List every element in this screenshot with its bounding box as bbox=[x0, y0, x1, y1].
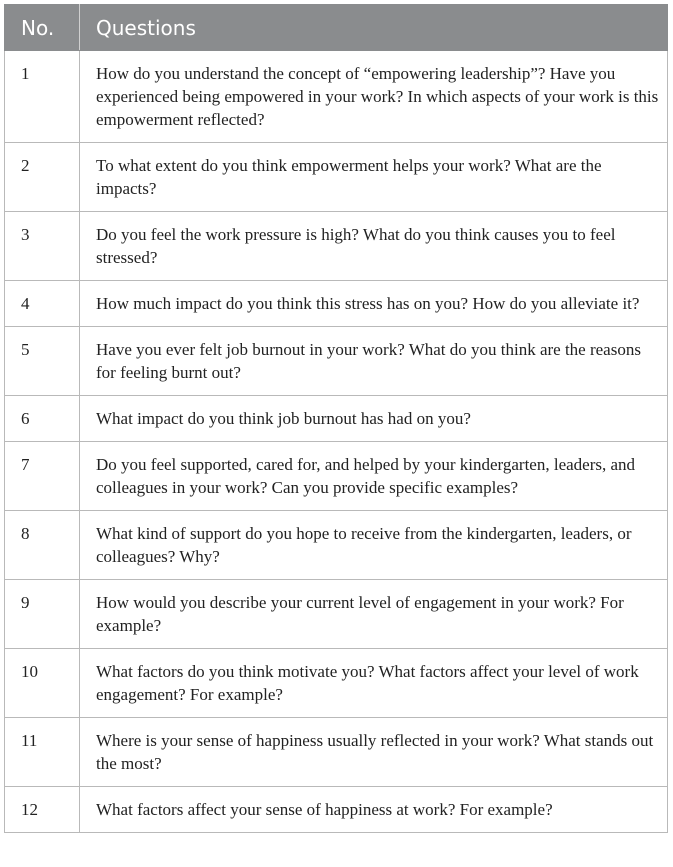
row-question: To what extent do you think empowerment helps your work? What are the impacts? bbox=[80, 143, 668, 212]
row-number: 3 bbox=[5, 212, 80, 281]
table-row bbox=[5, 787, 668, 833]
row-number: 12 bbox=[5, 787, 80, 833]
row-number: 1 bbox=[5, 51, 80, 143]
row-question: How would you describe your current level of engagement in your work? For example? bbox=[80, 580, 668, 649]
table-row bbox=[5, 718, 668, 787]
row-question: Where is your sense of happiness usually reflected in your work? What stands out the most? bbox=[80, 718, 668, 787]
table-header-row bbox=[5, 5, 668, 51]
table-row bbox=[5, 51, 668, 143]
table-row bbox=[5, 212, 668, 281]
row-question: Do you feel supported, cared for, and helped by your kindergarten, leaders, and colleagues in your work? Can you provide specific examples? bbox=[80, 442, 668, 511]
table-row bbox=[5, 511, 668, 580]
column-header-no: No. bbox=[5, 5, 80, 51]
table-row bbox=[5, 442, 668, 511]
table-row bbox=[5, 281, 668, 327]
row-question: What kind of support do you hope to receive from the kindergarten, leaders, or colleagues? Why? bbox=[80, 511, 668, 580]
table-row bbox=[5, 143, 668, 212]
row-number: 9 bbox=[5, 580, 80, 649]
table-row bbox=[5, 396, 668, 442]
row-number: 7 bbox=[5, 442, 80, 511]
row-question: How do you understand the concept of “empowering leadership”? Have you experienced being empowered in your work? In which aspects of your work is this empowerment reflected? bbox=[80, 51, 668, 143]
questions-table bbox=[4, 4, 668, 833]
row-question: What factors affect your sense of happiness at work? For example? bbox=[80, 787, 668, 833]
row-number: 10 bbox=[5, 649, 80, 718]
row-number: 11 bbox=[5, 718, 80, 787]
row-number: 4 bbox=[5, 281, 80, 327]
row-question: Have you ever felt job burnout in your work? What do you think are the reasons for feeling burnt out? bbox=[80, 327, 668, 396]
table-row bbox=[5, 649, 668, 718]
row-number: 8 bbox=[5, 511, 80, 580]
table-row bbox=[5, 327, 668, 396]
row-question: How much impact do you think this stress has on you? How do you alleviate it? bbox=[80, 281, 668, 327]
row-number: 2 bbox=[5, 143, 80, 212]
column-header-questions: Questions bbox=[80, 5, 668, 51]
row-question: What impact do you think job burnout has had on you? bbox=[80, 396, 668, 442]
table-row bbox=[5, 580, 668, 649]
row-question: What factors do you think motivate you? What factors affect your level of work engagement? For example? bbox=[80, 649, 668, 718]
row-question: Do you feel the work pressure is high? What do you think causes you to feel stressed? bbox=[80, 212, 668, 281]
row-number: 6 bbox=[5, 396, 80, 442]
row-number: 5 bbox=[5, 327, 80, 396]
